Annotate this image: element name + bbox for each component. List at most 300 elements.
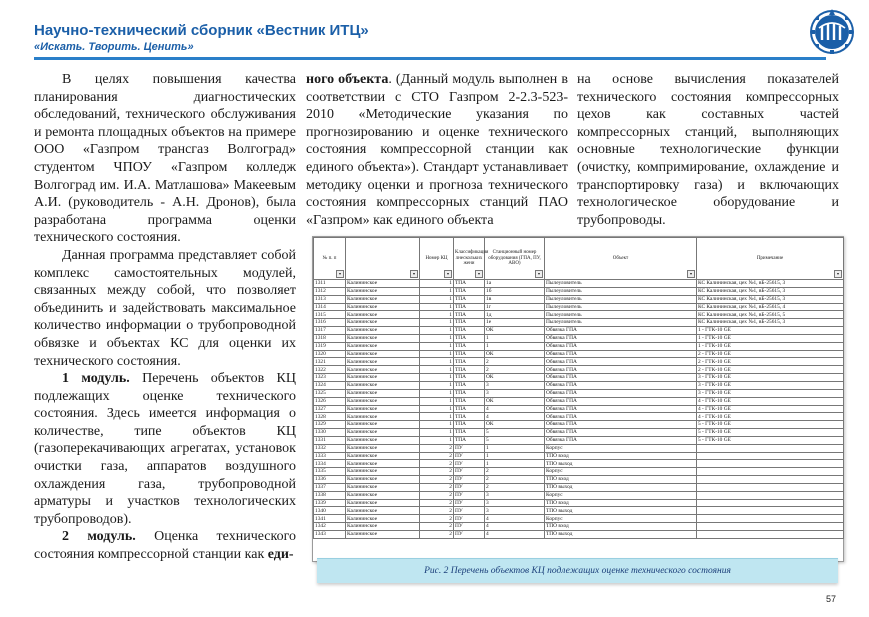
- table-cell[interactable]: ОК: [485, 397, 545, 405]
- table-cell[interactable]: 5: [485, 429, 545, 437]
- table-cell[interactable]: Калининское: [346, 523, 420, 531]
- table-cell[interactable]: Калининское: [346, 468, 420, 476]
- table-cell[interactable]: Калининское: [346, 342, 420, 350]
- table-cell[interactable]: Обвязка ГПА: [545, 429, 697, 437]
- table-cell[interactable]: 4 - ГТК-10 GE: [697, 413, 844, 421]
- text-column-3: [577, 71, 839, 229]
- table-cell[interactable]: 1: [420, 295, 454, 303]
- table-cell[interactable]: ТПО вход: [545, 476, 697, 484]
- table-row: [314, 468, 844, 476]
- table-cell[interactable]: ТПА: [454, 374, 485, 382]
- table-cell[interactable]: Обвязка ГПА: [545, 366, 697, 374]
- table-cell[interactable]: 2: [420, 515, 454, 523]
- table-cell[interactable]: 1: [420, 327, 454, 335]
- table-cell[interactable]: Обвязка ГПА: [545, 350, 697, 358]
- table-cell[interactable]: Обвязка ГПА: [545, 389, 697, 397]
- table-cell[interactable]: 2: [420, 468, 454, 476]
- table-row: [314, 429, 844, 437]
- table-cell[interactable]: 1327: [314, 405, 346, 413]
- table-cell[interactable]: 1: [420, 311, 454, 319]
- table-cell[interactable]: Калининское: [346, 295, 420, 303]
- table-cell[interactable]: Калининское: [346, 499, 420, 507]
- table-cell[interactable]: Калининское: [346, 429, 420, 437]
- paragraph-text: . (Данный модуль выполнен в соответствии с СТО Газпром 2-2.3-523-2010 «Методические указания по прогнозированию и оценке технического состояния компрессорной станции как единого объекта»). Стандарт устанавливает методику оценки и прогноза технического состояния компрессорных станций ПАО «Газпром» как единого объекта: [306, 72, 569, 228]
- filter-dropdown-icon[interactable]: ▾: [410, 270, 418, 278]
- table-row: [314, 381, 844, 389]
- table-cell[interactable]: 4 - ГТК-10 GE: [697, 397, 844, 405]
- table-cell[interactable]: [697, 491, 844, 499]
- table-cell[interactable]: [697, 452, 844, 460]
- table-cell[interactable]: 1343: [314, 531, 346, 539]
- table-cell[interactable]: Калининское: [346, 319, 420, 327]
- table-cell[interactable]: 3: [485, 499, 545, 507]
- table-cell[interactable]: 3: [485, 507, 545, 515]
- table-cell[interactable]: 1320: [314, 350, 346, 358]
- table-cell[interactable]: Обвязка ГПА: [545, 421, 697, 429]
- table-cell[interactable]: ОК: [485, 421, 545, 429]
- table-cell[interactable]: [697, 460, 844, 468]
- table-cell[interactable]: КС Калининская, цех №1, вБ-25615, 3: [697, 295, 844, 303]
- table-cell[interactable]: 1: [420, 280, 454, 288]
- table-cell[interactable]: 2: [420, 460, 454, 468]
- table-cell[interactable]: Корпус: [545, 491, 697, 499]
- table-cell[interactable]: 1: [485, 460, 545, 468]
- table-cell[interactable]: 1324: [314, 381, 346, 389]
- table-cell[interactable]: ОК: [485, 327, 545, 335]
- table-cell[interactable]: ПУ: [454, 531, 485, 539]
- table-cell[interactable]: Обвязка ГПА: [545, 405, 697, 413]
- table-cell[interactable]: ТПА: [454, 287, 485, 295]
- table-cell[interactable]: Обвязка ГПА: [545, 374, 697, 382]
- table-cell[interactable]: 3: [485, 381, 545, 389]
- table-cell[interactable]: 1: [420, 334, 454, 342]
- paragraph-module-2: [34, 528, 296, 563]
- table-row: [314, 350, 844, 358]
- filter-dropdown-icon[interactable]: ▾: [444, 270, 452, 278]
- table-cell[interactable]: Обвязка ГПА: [545, 358, 697, 366]
- table-row: [314, 413, 844, 421]
- table-cell[interactable]: 1332: [314, 444, 346, 452]
- table-cell[interactable]: Калининское: [346, 413, 420, 421]
- table-cell[interactable]: Калининское: [346, 311, 420, 319]
- table-cell[interactable]: Калининское: [346, 507, 420, 515]
- table-cell[interactable]: 1341: [314, 515, 346, 523]
- table-cell[interactable]: 1: [420, 397, 454, 405]
- table-cell[interactable]: 1328: [314, 413, 346, 421]
- table-cell[interactable]: 1315: [314, 311, 346, 319]
- table-cell[interactable]: 1: [420, 350, 454, 358]
- table-cell[interactable]: 4: [485, 523, 545, 531]
- table-cell[interactable]: 3 - ГТК-10 GE: [697, 389, 844, 397]
- table-row: [314, 358, 844, 366]
- table-cell[interactable]: 2: [485, 468, 545, 476]
- table-cell[interactable]: Обвязка ГПА: [545, 413, 697, 421]
- table-cell[interactable]: ПУ: [454, 515, 485, 523]
- table-cell[interactable]: 1321: [314, 358, 346, 366]
- table-cell[interactable]: 1313: [314, 295, 346, 303]
- table-cell[interactable]: Пылеуловитель: [545, 280, 697, 288]
- table-cell[interactable]: [697, 499, 844, 507]
- table-cell[interactable]: Калининское: [346, 280, 420, 288]
- table-cell[interactable]: 5 - ГТК-10 GE: [697, 436, 844, 444]
- table-cell[interactable]: 1: [420, 287, 454, 295]
- table-cell[interactable]: ПУ: [454, 468, 485, 476]
- table-cell[interactable]: 1: [420, 405, 454, 413]
- table-cell[interactable]: 1 - ГТК-10 GE: [697, 327, 844, 335]
- table-cell[interactable]: 2 - ГТК-10 GE: [697, 358, 844, 366]
- emphasis: ного объекта: [306, 72, 389, 87]
- table-cell[interactable]: 1: [420, 436, 454, 444]
- column-header: Объект ▾: [545, 238, 697, 280]
- table-row: [314, 334, 844, 342]
- table-cell[interactable]: ТПО выход: [545, 507, 697, 515]
- table-cell[interactable]: ПУ: [454, 507, 485, 515]
- table-cell[interactable]: 2: [485, 358, 545, 366]
- table-cell[interactable]: 2: [485, 476, 545, 484]
- table-cell[interactable]: 1330: [314, 429, 346, 437]
- table-cell[interactable]: 5 - ГТК-10 GE: [697, 421, 844, 429]
- table-cell[interactable]: ПУ: [454, 452, 485, 460]
- figure-caption: Рис. 2 Перечень объектов КЦ подлежащих оценке технического состояния: [317, 558, 838, 583]
- table-cell[interactable]: 4 - ГТК-10 GE: [697, 405, 844, 413]
- table-cell[interactable]: 5: [485, 436, 545, 444]
- table-cell[interactable]: 1: [420, 389, 454, 397]
- table-row: [314, 444, 844, 452]
- table-row: [314, 303, 844, 311]
- module-text-tail: еди-: [267, 547, 294, 563]
- paragraph-module-1: [34, 370, 296, 528]
- table-cell[interactable]: 1д: [485, 311, 545, 319]
- table-cell[interactable]: ТПА: [454, 366, 485, 374]
- table-cell[interactable]: [697, 444, 844, 452]
- table-cell[interactable]: Калининское: [346, 397, 420, 405]
- table-cell[interactable]: 1322: [314, 366, 346, 374]
- table-row: [314, 491, 844, 499]
- table-row: [314, 507, 844, 515]
- table-cell[interactable]: [697, 523, 844, 531]
- table-cell[interactable]: ПУ: [454, 523, 485, 531]
- table-cell[interactable]: 1: [420, 366, 454, 374]
- column-header: [346, 238, 420, 280]
- table-cell[interactable]: КС Калининская, цех №1, вБ-25615, 3: [697, 319, 844, 327]
- table-cell[interactable]: Пылеуловитель: [545, 295, 697, 303]
- table-row: [314, 483, 844, 491]
- table-cell[interactable]: 1323: [314, 374, 346, 382]
- table-cell[interactable]: 1: [420, 421, 454, 429]
- table-cell[interactable]: 3: [485, 491, 545, 499]
- table-cell[interactable]: ТПА: [454, 413, 485, 421]
- table-cell[interactable]: 1е: [485, 319, 545, 327]
- table-cell[interactable]: Корпус: [545, 444, 697, 452]
- filter-dropdown-icon[interactable]: ▾: [687, 270, 695, 278]
- table-cell[interactable]: ТПА: [454, 436, 485, 444]
- table-cell[interactable]: 2 - ГТК-10 GE: [697, 350, 844, 358]
- table-cell[interactable]: ТПО вход: [545, 523, 697, 531]
- table-cell[interactable]: 2: [420, 444, 454, 452]
- table-cell[interactable]: ТПА: [454, 342, 485, 350]
- table-cell[interactable]: Пылеуловитель: [545, 311, 697, 319]
- table-cell[interactable]: Калининское: [346, 405, 420, 413]
- table-cell[interactable]: Корпус: [545, 515, 697, 523]
- table-cell[interactable]: ТПА: [454, 389, 485, 397]
- table-cell[interactable]: Калининское: [346, 350, 420, 358]
- table-cell[interactable]: ПУ: [454, 476, 485, 484]
- table-cell[interactable]: Калининское: [346, 452, 420, 460]
- table-cell[interactable]: [697, 476, 844, 484]
- table-body: [314, 280, 844, 539]
- table-cell[interactable]: 1317: [314, 327, 346, 335]
- module-text: Перечень объектов КЦ подлежащих оценке технического состояния. Здесь имеется информация о количестве, типе объектов КЦ (газоперекачивающих агрегатах, установок очистки газа, аппаратов воздушного охлаждения газа, трубопроводной арматуры и участков технологических трубопроводов).: [34, 371, 296, 527]
- table-cell[interactable]: 2: [420, 491, 454, 499]
- table-cell[interactable]: ТПА: [454, 397, 485, 405]
- table-cell[interactable]: Обвязка ГПА: [545, 327, 697, 335]
- column-header: № п. п ▾: [314, 238, 346, 280]
- table-cell[interactable]: Обвязка ГПА: [545, 334, 697, 342]
- table-cell[interactable]: Корпус: [545, 468, 697, 476]
- paragraph: на основе вычисления показателей технического состояния компрессорных цехов как составных частей компрессорных станций, выполняющих основные технологические функции (очистку, компримирование, охлаждение и транспортировку газа) и включающих технологическое оборудование и трубопроводы.: [577, 72, 839, 228]
- table-cell[interactable]: Калининское: [346, 374, 420, 382]
- table-cell[interactable]: ТПА: [454, 280, 485, 288]
- table-cell[interactable]: 1325: [314, 389, 346, 397]
- table-row: [314, 436, 844, 444]
- table-cell[interactable]: ТПА: [454, 421, 485, 429]
- table-cell[interactable]: 1326: [314, 397, 346, 405]
- table-cell[interactable]: 1: [420, 413, 454, 421]
- table-row: [314, 389, 844, 397]
- table-cell[interactable]: 1337: [314, 483, 346, 491]
- table-cell[interactable]: ТПО вход: [545, 499, 697, 507]
- table-cell[interactable]: Калининское: [346, 421, 420, 429]
- table-cell[interactable]: 1333: [314, 452, 346, 460]
- table-cell[interactable]: 2: [420, 483, 454, 491]
- table-cell[interactable]: 1г: [485, 303, 545, 311]
- table-cell[interactable]: 1: [420, 374, 454, 382]
- table-cell[interactable]: 1б: [485, 287, 545, 295]
- table-cell[interactable]: 2: [420, 476, 454, 484]
- table-cell[interactable]: Калининское: [346, 436, 420, 444]
- table-cell[interactable]: ТПА: [454, 303, 485, 311]
- filter-dropdown-icon[interactable]: ▾: [834, 270, 842, 278]
- table-cell[interactable]: ПУ: [454, 460, 485, 468]
- table-cell[interactable]: ТПА: [454, 334, 485, 342]
- table-cell[interactable]: Обвязка ГПА: [545, 397, 697, 405]
- table-cell[interactable]: ТПА: [454, 350, 485, 358]
- table-cell[interactable]: Калининское: [346, 366, 420, 374]
- table-cell[interactable]: 4: [485, 515, 545, 523]
- table-row: [314, 366, 844, 374]
- table-cell[interactable]: Калининское: [346, 531, 420, 539]
- table-cell[interactable]: 1: [420, 303, 454, 311]
- table-cell[interactable]: 1329: [314, 421, 346, 429]
- table-cell[interactable]: ТПА: [454, 311, 485, 319]
- table-cell[interactable]: Калининское: [346, 389, 420, 397]
- table-row: [314, 460, 844, 468]
- table-cell[interactable]: ТПА: [454, 319, 485, 327]
- table-cell[interactable]: Калининское: [346, 334, 420, 342]
- table-cell[interactable]: 1а: [485, 280, 545, 288]
- table-cell[interactable]: Калининское: [346, 381, 420, 389]
- table-row: [314, 531, 844, 539]
- table-cell[interactable]: Калининское: [346, 287, 420, 295]
- table-cell[interactable]: 1318: [314, 334, 346, 342]
- table-cell[interactable]: ПУ: [454, 491, 485, 499]
- table-cell[interactable]: ТПО выход: [545, 531, 697, 539]
- filter-dropdown-icon[interactable]: ▾: [535, 270, 543, 278]
- column-header: Классификация лнескольких жени ▾: [454, 238, 485, 280]
- table-cell[interactable]: Калининское: [346, 358, 420, 366]
- journal-title: Научно-технический сборник «Вестник ИТЦ»: [34, 22, 369, 39]
- table-cell[interactable]: 2: [420, 523, 454, 531]
- table-cell[interactable]: [697, 515, 844, 523]
- table-row: [314, 421, 844, 429]
- table-cell[interactable]: 1340: [314, 507, 346, 515]
- table-row: [314, 311, 844, 319]
- table-cell[interactable]: Обвязка ГПА: [545, 381, 697, 389]
- itc-gazprom-emblem-icon: [808, 6, 856, 56]
- table-cell[interactable]: 2: [420, 499, 454, 507]
- table-cell[interactable]: 2: [485, 483, 545, 491]
- table-cell[interactable]: Пылеуловитель: [545, 287, 697, 295]
- table-cell[interactable]: 1: [485, 444, 545, 452]
- table-cell[interactable]: 5 - ГТК-10 GE: [697, 429, 844, 437]
- table-cell[interactable]: Калининское: [346, 444, 420, 452]
- table-cell[interactable]: 1335: [314, 468, 346, 476]
- table-cell[interactable]: 1339: [314, 499, 346, 507]
- module-label: 1 модуль.: [62, 371, 130, 387]
- table-cell[interactable]: ОК: [485, 350, 545, 358]
- table-cell[interactable]: 3 - ГТК-10 GE: [697, 381, 844, 389]
- table-row: [314, 515, 844, 523]
- table-cell[interactable]: КС Калининская, цех №1, вБ-25615, 3: [697, 280, 844, 288]
- table-cell[interactable]: [697, 531, 844, 539]
- table-cell[interactable]: 2: [420, 531, 454, 539]
- table-cell[interactable]: Калининское: [346, 460, 420, 468]
- table-cell[interactable]: Калининское: [346, 303, 420, 311]
- table-cell[interactable]: 4: [485, 405, 545, 413]
- table-cell[interactable]: 1: [420, 429, 454, 437]
- table-cell[interactable]: ТПО выход: [545, 483, 697, 491]
- filter-dropdown-icon[interactable]: ▾: [336, 270, 344, 278]
- table-cell[interactable]: Обвязка ГПА: [545, 436, 697, 444]
- table-row: [314, 523, 844, 531]
- table-cell[interactable]: ПУ: [454, 499, 485, 507]
- table-cell[interactable]: 4: [485, 413, 545, 421]
- table-cell[interactable]: 1: [420, 381, 454, 389]
- table-cell[interactable]: Калининское: [346, 491, 420, 499]
- table-cell[interactable]: 1: [420, 319, 454, 327]
- paragraph: [306, 71, 568, 229]
- table-cell[interactable]: 2 - ГТК-10 GE: [697, 366, 844, 374]
- objects-table: [313, 237, 844, 539]
- table-cell[interactable]: 1314: [314, 303, 346, 311]
- module-label: 2 модуль.: [62, 529, 136, 545]
- table-cell[interactable]: Калининское: [346, 327, 420, 335]
- table-row: [314, 287, 844, 295]
- table-cell[interactable]: 1: [420, 342, 454, 350]
- table-cell[interactable]: КС Калининская, цех №1, вБ-25615, 5: [697, 311, 844, 319]
- table-cell[interactable]: ПУ: [454, 483, 485, 491]
- table-cell[interactable]: ТПО вход: [545, 452, 697, 460]
- table-cell[interactable]: Калининское: [346, 515, 420, 523]
- table-cell[interactable]: ПУ: [454, 444, 485, 452]
- table-cell[interactable]: ТПА: [454, 295, 485, 303]
- table-cell[interactable]: ТПА: [454, 327, 485, 335]
- paragraph: В целях повышения качества планирования диагностических обследований, технического обслуживания и ремонта площадных объектов на примере ООО «Газпром трансгаз Волгоград» студентом ЧПОУ «Газпром колледж Волгоград им. И.А. Матлашова» Макеевым А.И. (руководитель - А.Н. Дронов), была разработана программа оценки технического состояния.: [34, 72, 296, 246]
- table-cell[interactable]: 3 - ГТК-10 GE: [697, 374, 844, 382]
- column-header: Примечание ▾: [697, 238, 844, 280]
- table-cell[interactable]: 4: [485, 531, 545, 539]
- table-row: [314, 327, 844, 335]
- table-row: [314, 342, 844, 350]
- table-cell[interactable]: 1316: [314, 319, 346, 327]
- table-cell[interactable]: Пылеуловитель: [545, 319, 697, 327]
- table-cell[interactable]: 1319: [314, 342, 346, 350]
- table-row: [314, 397, 844, 405]
- table-cell[interactable]: 1: [485, 452, 545, 460]
- table-header-row: [314, 238, 844, 280]
- table-row: [314, 374, 844, 382]
- table-cell[interactable]: 3: [485, 389, 545, 397]
- table-cell[interactable]: ТПО выход: [545, 460, 697, 468]
- table-cell[interactable]: КС Калининская, цех №1, вБ-25615, 4: [697, 303, 844, 311]
- column-header: Станционный номер оборудования (ГПА, ПУ, АВО) ▾: [485, 238, 545, 280]
- table-cell[interactable]: 2: [420, 452, 454, 460]
- table-cell[interactable]: Обвязка ГПА: [545, 342, 697, 350]
- table-cell[interactable]: 1331: [314, 436, 346, 444]
- table-cell[interactable]: ТПА: [454, 358, 485, 366]
- table-cell[interactable]: 1334: [314, 460, 346, 468]
- journal-slogan: «Искать. Творить. Ценить»: [34, 41, 194, 53]
- table-row: [314, 452, 844, 460]
- table-cell[interactable]: 2: [485, 366, 545, 374]
- table-cell[interactable]: 1: [485, 342, 545, 350]
- table-cell[interactable]: 1: [420, 358, 454, 366]
- table-cell[interactable]: ТПА: [454, 429, 485, 437]
- table-cell[interactable]: Калининское: [346, 483, 420, 491]
- table-cell[interactable]: 1 - ГТК-10 GE: [697, 342, 844, 350]
- table-cell[interactable]: 1336: [314, 476, 346, 484]
- table-cell[interactable]: 1338: [314, 491, 346, 499]
- table-cell[interactable]: ТПА: [454, 405, 485, 413]
- table-row: [314, 476, 844, 484]
- table-cell[interactable]: КС Калининская, цех №1, вБ-25615, 3: [697, 287, 844, 295]
- table-row: [314, 405, 844, 413]
- table-cell[interactable]: 1 - ГТК-10 GE: [697, 334, 844, 342]
- table-cell[interactable]: ТПА: [454, 381, 485, 389]
- text-column-1: [34, 71, 296, 564]
- table-cell[interactable]: 2: [420, 507, 454, 515]
- table-cell[interactable]: [697, 468, 844, 476]
- table-cell[interactable]: ОК: [485, 374, 545, 382]
- column-header: Номер КЦ ▾: [420, 238, 454, 280]
- table-cell[interactable]: 1342: [314, 523, 346, 531]
- header-divider: [34, 57, 826, 60]
- table-cell[interactable]: 1311: [314, 280, 346, 288]
- text-column-2: [306, 71, 568, 229]
- table-cell[interactable]: Пылеуловитель: [545, 303, 697, 311]
- table-cell[interactable]: 1: [485, 334, 545, 342]
- table-cell[interactable]: 1в: [485, 295, 545, 303]
- table-cell[interactable]: Калининское: [346, 476, 420, 484]
- table-row: [314, 499, 844, 507]
- table-cell[interactable]: [697, 483, 844, 491]
- module-text: Оценка технического состояния компрессорной станции как: [34, 529, 296, 563]
- table-row: [314, 295, 844, 303]
- table-cell[interactable]: [697, 507, 844, 515]
- table-row: [314, 280, 844, 288]
- table-cell[interactable]: 1312: [314, 287, 346, 295]
- filter-dropdown-icon[interactable]: ▾: [475, 270, 483, 278]
